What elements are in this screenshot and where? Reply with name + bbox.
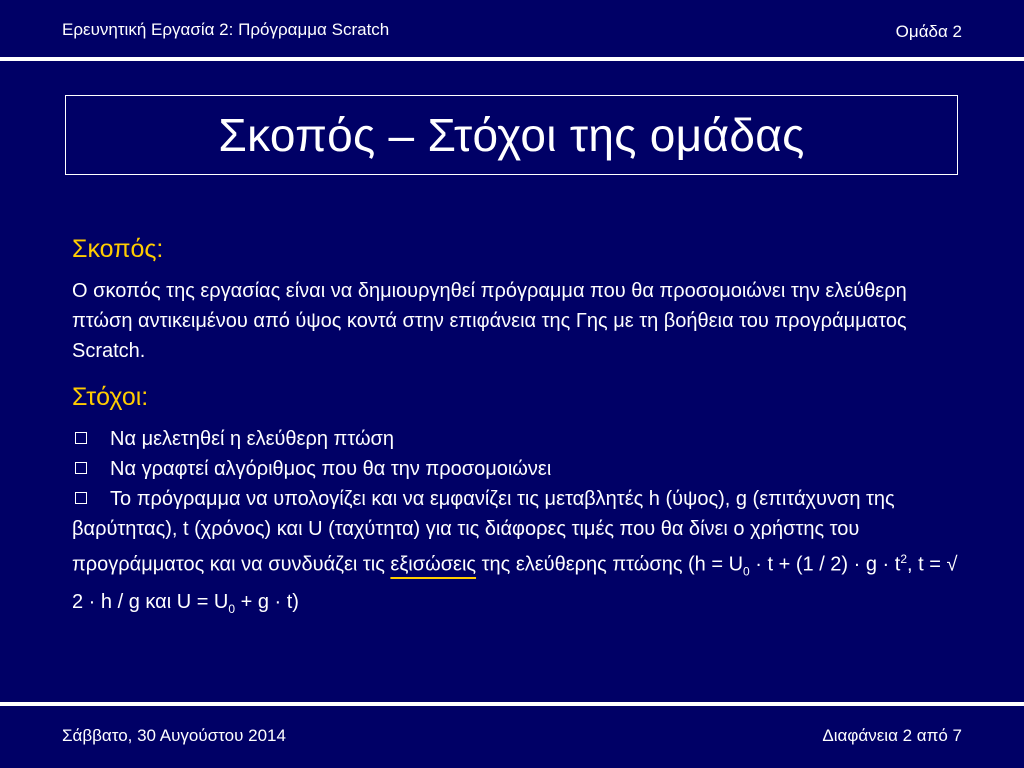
goals-heading: Στόχοι:	[72, 383, 149, 411]
slide-title: Σκοπός – Στόχοι της ομάδας	[218, 109, 805, 161]
goal-text-after: της ελεύθερης πτώσης (h = U	[476, 553, 744, 576]
goal-item	[72, 424, 967, 454]
square-bullet-icon	[75, 492, 87, 504]
formula-part: , t = √ 2 · h / g και U = U	[72, 553, 958, 613]
underlined-word: εξισώσεις	[390, 553, 477, 576]
footer-page-number: Διαφάνεια 2 από 7	[822, 726, 962, 745]
slide-title-box	[65, 95, 958, 175]
purpose-heading: Σκοπός:	[72, 235, 164, 263]
footer-date: Σάββατο, 30 Αυγούστου 2014	[62, 726, 286, 745]
superscript: 2	[900, 552, 908, 566]
subscript: 0	[228, 601, 236, 616]
square-bullet-icon	[75, 462, 87, 474]
bottom-rule	[0, 702, 1024, 706]
formula-end: + g · t)	[235, 590, 299, 613]
goal-item	[72, 484, 967, 624]
subscript: 0	[743, 564, 750, 579]
goal-text: Να μελετηθεί η ελεύθερη πτώση	[110, 428, 395, 450]
goal-item	[72, 454, 967, 484]
top-rule	[0, 57, 1024, 61]
square-bullet-icon	[75, 432, 87, 444]
goal-text: Να γραφτεί αλγόριθμος που θα την προσομοιώνει	[110, 458, 552, 480]
header-title: Ερευνητική Εργασία 2: Πρόγραμμα Scratch	[62, 20, 390, 39]
formula-part: · t + (1 / 2) · g · t	[749, 553, 901, 576]
header-group: Ομάδα 2	[895, 22, 962, 41]
goals-list	[72, 424, 967, 624]
slide-content	[72, 232, 967, 624]
purpose-text: Ο σκοπός της εργασίας είναι να δημιουργηθεί πρόγραμμα που θα προσομοιώνει την ελεύθερη πτώση αντικειμένου από ύψος κοντά στην επιφάνεια της Γης με τη βοήθεια του προγράμματος Scratch.	[72, 280, 907, 362]
goal-text-before: Το πρόγραμμα να υπολογίζει και να εμφανίζει τις μεταβλητές h (ύψος), g (επιτάχυνση της βαρύτητας), t (χρόνος) και U (ταχύτητα) για τις διάφορες τιμές που θα δίνει ο χρήστης του προγράμματος και να συνδυάζει τις	[72, 488, 895, 576]
